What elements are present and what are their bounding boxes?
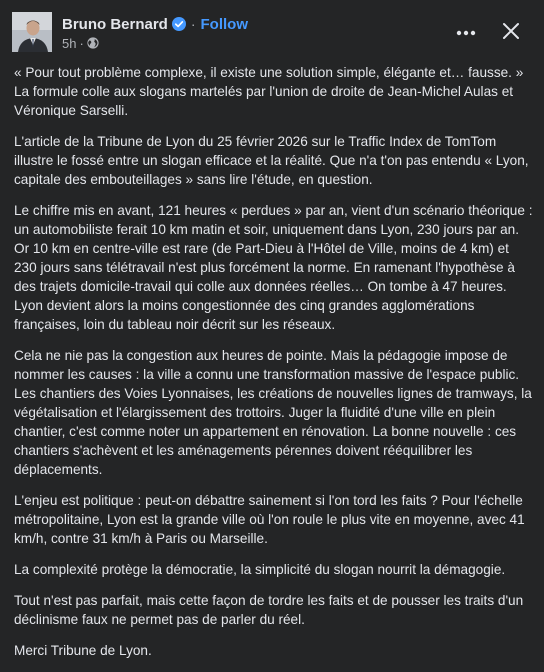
post-paragraph: « Pour tout problème complexe, il existe une solution simple, élégante et… fausse. » La formule colle aux slogans martelés par l'union de droite de Jean-Michel Aulas et Véronique Sarselli. xyxy=(14,65,524,118)
follow-button[interactable]: Follow xyxy=(200,15,249,33)
post-body xyxy=(14,63,534,672)
verified-badge-icon xyxy=(172,17,186,31)
post-timestamp[interactable]: 5h xyxy=(62,35,77,51)
name-separator: · xyxy=(190,16,196,32)
avatar-image xyxy=(12,12,52,52)
post-paragraph: Tout n'est pas parfait, mais cette façon de tordre les faits et de pousser les traits d'un déclinisme faux ne permet pas de parler du réel. xyxy=(14,593,524,627)
more-options-button[interactable] xyxy=(454,22,478,42)
author-row xyxy=(62,14,248,34)
close-button[interactable] xyxy=(499,21,523,45)
close-icon xyxy=(502,22,520,45)
post-paragraph: Le chiffre mis en avant, 121 heures « perdues » par an, vient d'un scénario théorique : un automobiliste ferait 10 km matin et soir, uniquement dans Lyon, 230 jours par an. Or 10 km en centre-ville est rare (de Part-Dieu à l'Hôtel de Ville, moins de 4 km) et 230 jours sans télétravail n'est plus forcément la norme. En ramenant l'hypothèse à des trajets domicile-travail qui colle aux données réelles… On tombe à 47 heures. Lyon devient alors la moins congestionnée des cinq grandes agglomérations françaises, loin du tableau noir décrit sur les réseaux. xyxy=(14,203,533,332)
globe-icon[interactable] xyxy=(87,37,99,49)
post-meta xyxy=(62,35,99,51)
post-header xyxy=(0,0,544,62)
avatar[interactable] xyxy=(12,12,52,52)
post-paragraph: La complexité protège la démocratie, la simplicité du slogan nourrit la démagogie. xyxy=(14,562,506,577)
post-paragraph: Cela ne nie pas la congestion aux heures de pointe. Mais la pédagogie impose de nommer les causes : la ville a connu une transformation massive de l'espace public. Les chantiers des Voies Lyonnaises, les créations de nouvelles lignes de tramways, la végétalisation et l'élargissement des trottoirs. Juger la fluidité d'une ville en plein chantier, c'est comme noter un appartement en rénovation. La bonne nouvelle : ces chantiers s'achèvent et les aménagements pérennes doivent rééquilibrer les déplacements. xyxy=(14,348,532,477)
post-paragraph: L'enjeu est politique : peut-on débattre sainement si l'on tord les faits ? Pour l'échelle métropolitaine, Lyon est la grande ville où l'on roule le plus vite en moyenne, avec 41 km/h, contre 31 km/h à Paris ou Marseille. xyxy=(14,493,525,546)
more-horizontal-icon xyxy=(456,23,476,41)
post-paragraph: L'article de la Tribune de Lyon du 25 février 2026 sur le Traffic Index de TomTom illustre le fossé entre un slogan efficace et la réalité. Que n'a t'on pas entendu « Lyon, capitale des embouteillages » sans lire l'étude, en question. xyxy=(14,134,529,187)
author-name[interactable]: Bruno Bernard xyxy=(62,15,168,33)
meta-separator: · xyxy=(79,35,84,51)
post-paragraph: Merci Tribune de Lyon. xyxy=(14,643,152,658)
